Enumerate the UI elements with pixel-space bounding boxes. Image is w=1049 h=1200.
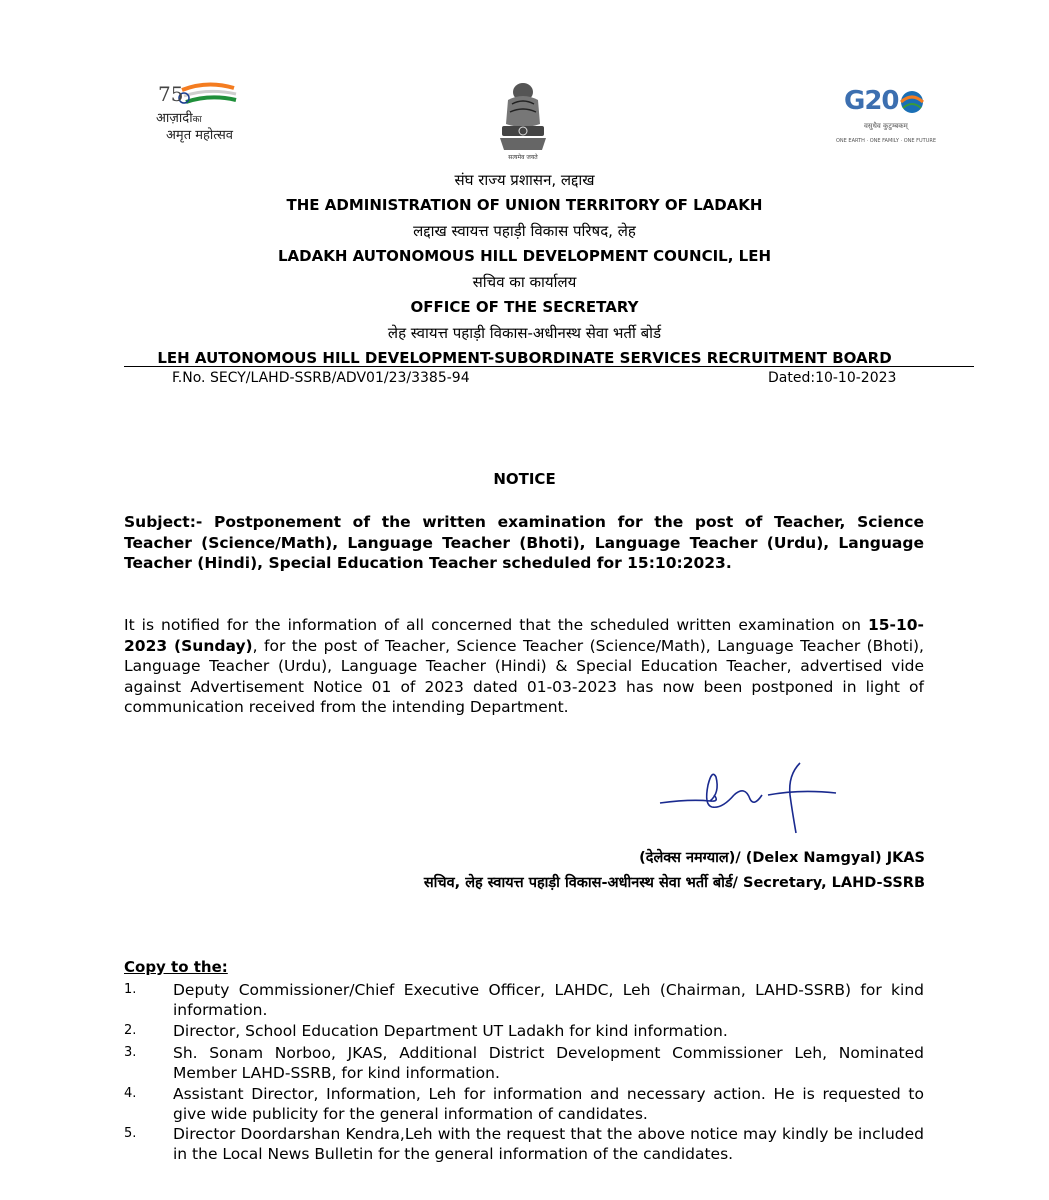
body-part2: , for the post of Teacher, Science Teacher (Science/Math), Language Teacher (Bhoti), Language Teacher (Urdu), Language Teacher (Hindi) & Special Education Teacher, advertised vide against Advertisement Notice 01 of 2023 dated 01-03-2023 has now been postponed in light of communication received from the intending Department. (124, 636, 924, 716)
g20-hindi: वसुधैव कुटुम्बकम् (864, 122, 908, 130)
copy-to-heading: Copy to the: (124, 958, 228, 976)
list-item (124, 1124, 924, 1164)
lotus-earth-icon (898, 88, 926, 116)
list-item-text: Sh. Sonam Norboo, JKAS, Additional District Development Commissioner Leh, Nominated Member LAHD-SSRB, for kind information. (173, 1044, 924, 1082)
handwritten-signature (650, 755, 850, 855)
signatory-designation: सचिव, लेह स्वायत्त पहाड़ी विकास-अधीनस्थ सेवा भर्ती बोर्ड/ Secretary, LAHD-SSRB (423, 875, 925, 891)
list-item (124, 1043, 924, 1083)
body-part1: It is notified for the information of all concerned that the scheduled written examination on (124, 616, 868, 634)
header-divider (124, 366, 974, 367)
list-item-text: Assistant Director, Information, Leh for information and necessary action. He is requested to give wide publicity for the general information of candidates. (173, 1085, 924, 1123)
list-item-text: Director Doordarshan Kendra,Leh with the request that the above notice may kindly be included in the Local News Bulletin for the general information of the candidates. (173, 1125, 924, 1163)
header-hindi-3: सचिव का कार्यालय (472, 273, 577, 291)
body-exam-date: 15-10-2023 (Sunday) (124, 616, 924, 655)
azadi-logo-line1 (156, 108, 202, 126)
header-english-3: OFFICE OF THE SECRETARY (410, 298, 639, 316)
signatory-name: (देलेक्स नमग्याल)/ (Delex Namgyal) JKAS (639, 850, 925, 866)
g20-logo-text (844, 86, 899, 116)
azadi-logo-number: 75 (158, 82, 184, 106)
notice-body (124, 615, 924, 718)
header-english-1: THE ADMINISTRATION OF UNION TERRITORY OF LADAKH (286, 196, 763, 214)
list-item-number: 4. (124, 1086, 137, 1101)
azadi-ka-amrit-mahotsav-logo (152, 78, 252, 144)
list-item-number: 5. (124, 1126, 137, 1141)
dated: Dated:10-10-2023 (768, 370, 897, 386)
header-english-2: LADAKH AUTONOMOUS HILL DEVELOPMENT COUNCIL, LEH (277, 247, 772, 265)
emblem-motto: सत्यमेव जयते (508, 154, 538, 161)
azadi-logo-word: आज़ादी (156, 111, 193, 126)
file-number: F.No. SECY/LAHD-SSRB/ADV01/23/3385-94 (172, 370, 470, 386)
subject: Subject:- Postponement of the written examination for the post of Teacher, Science Teacher (Science/Math), Language Teacher (Bhoti), Language Teacher (Urdu), Language Teacher (Hindi), Special Education Teacher scheduled for 15:10:2023. (124, 513, 924, 572)
list-item-number: 1. (124, 982, 137, 997)
g20-text: G20 (844, 86, 899, 116)
list-item (124, 1021, 924, 1041)
header-english-4: LEH AUTONOMOUS HILL DEVELOPMENT-SUBORDINATE SERVICES RECRUITMENT BOARD (157, 349, 892, 367)
list-item-number: 2. (124, 1023, 137, 1038)
header-hindi-1: संघ राज्य प्रशासन, लद्दाख (454, 171, 595, 189)
list-item (124, 980, 924, 1020)
list-item-text: Deputy Commissioner/Chief Executive Officer, LAHDC, Leh (Chairman, LAHD-SSRB) for kind information. (173, 981, 924, 1019)
list-item-number: 3. (124, 1045, 137, 1060)
list-item (124, 1084, 924, 1124)
list-item-text: Director, School Education Department UT Ladakh for kind information. (173, 1022, 728, 1040)
header-hindi-4: लेह स्वायत्त पहाड़ी विकास-अधीनस्थ सेवा भर्ती बोर्ड (387, 324, 662, 342)
notice-title: NOTICE (493, 470, 556, 488)
header-hindi-2: लद्दाख स्वायत्त पहाड़ी विकास परिषद, लेह (413, 222, 636, 240)
national-emblem-icon (490, 80, 556, 154)
national-emblem-logo (490, 80, 556, 162)
g20-logo (836, 86, 936, 152)
azadi-logo-line2: अमृत महोत्सव (166, 128, 234, 143)
g20-tagline: ONE EARTH · ONE FAMILY · ONE FUTURE (836, 138, 936, 144)
azadi-logo-word-ka: का (192, 115, 202, 125)
